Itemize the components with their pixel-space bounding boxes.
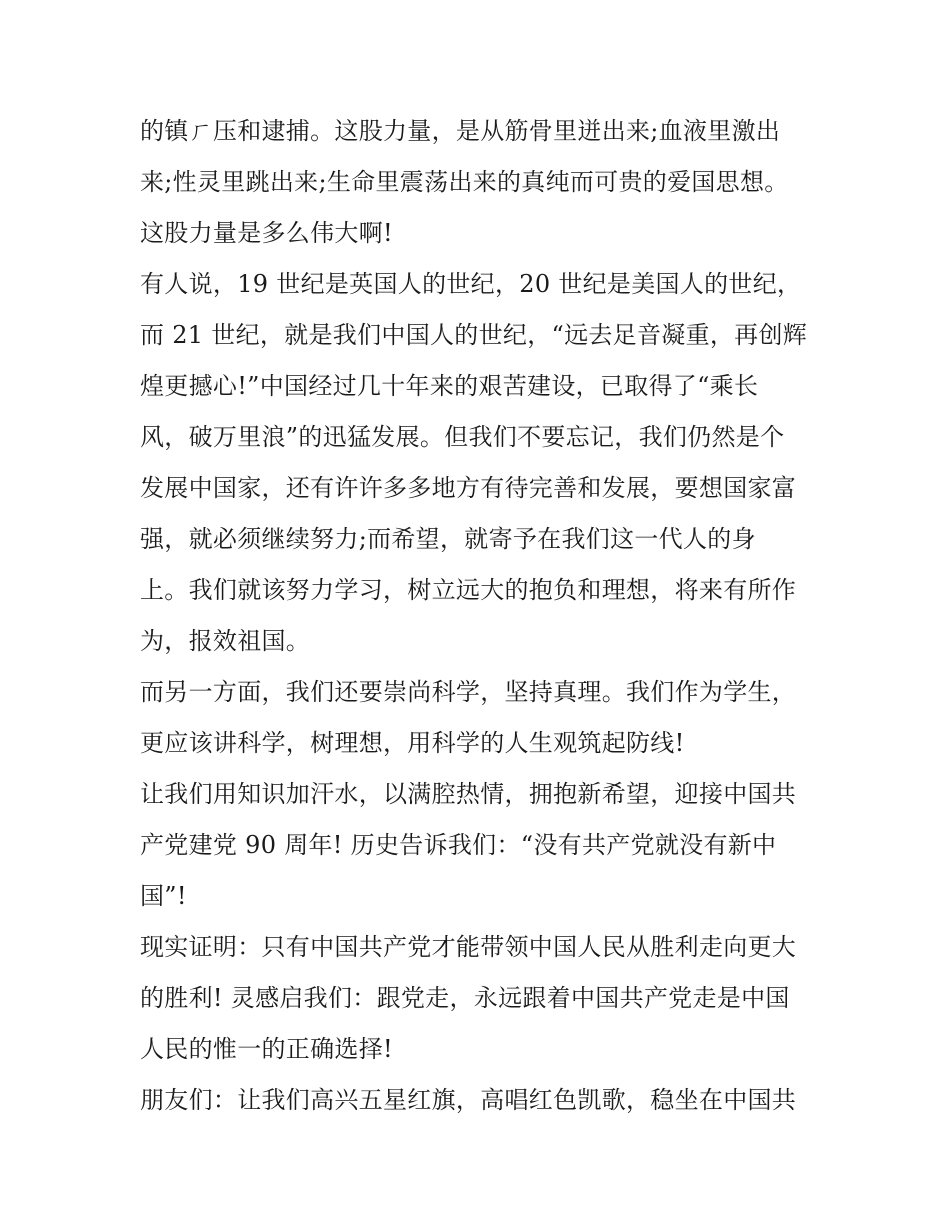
text-line: 产党建党 90 周年! 历史告诉我们：“没有共产党就没有新中 [140, 831, 777, 859]
text-line: 强，就必须继续努力;而希望，就寄予在我们这一代人的身 [140, 525, 756, 553]
text-line: 发展中国家，还有许许多多地方有待完善和发展，要想国家富 [140, 474, 797, 502]
text-line: 国”! [140, 882, 187, 910]
text-line: 风，破万里浪”的迅猛发展。但我们不要忘记，我们仍然是个 [140, 423, 785, 451]
text-line: 现实证明：只有中国共产党才能带领中国人民从胜利走向更大 [140, 933, 797, 961]
text-line: 让我们用知识加汗水，以满腔热情，拥抱新希望，迎接中国共 [140, 780, 797, 808]
text-line: 而 21 世纪，就是我们中国人的世纪，“远去足音凝重，再创辉 [140, 321, 808, 349]
document-body [140, 106, 820, 1126]
text-line: 这股力量是多么伟大啊! [140, 219, 393, 247]
text-line: 的胜利! 灵感启我们：跟党走，永远跟着中国共产党走是中国 [140, 984, 790, 1012]
text-line: 煌更撼心!”中国经过几十年来的艰苦建设，已取得了“乘长 [140, 372, 759, 400]
text-line: 更应该讲科学，树理想，用科学的人生观筑起防线! [140, 729, 685, 757]
text-line: 而另一方面，我们还要崇尚科学，坚持真理。我们作为学生， [140, 678, 797, 706]
text-line: 上。我们就该努力学习，树立远大的抱负和理想，将来有所作 [140, 576, 797, 604]
text-line: 人民的惟一的正确选择! [140, 1035, 393, 1063]
text-line: 的镇ㄏ压和逮捕。这股力量，是从筋骨里迸出来;血液里激出 [140, 117, 781, 145]
text-line: 有人说，19 世纪是英国人的世纪，20 世纪是美国人的世纪， [140, 270, 802, 298]
text-line: 为，报效祖国。 [140, 627, 311, 655]
text-line: 朋友们：让我们高兴五星红旗，高唱红色凯歌，稳坐在中国共 [140, 1086, 797, 1114]
text-line: 来;性灵里跳出来;生命里震荡出来的真纯而可贵的爱国思想。 [140, 168, 789, 196]
